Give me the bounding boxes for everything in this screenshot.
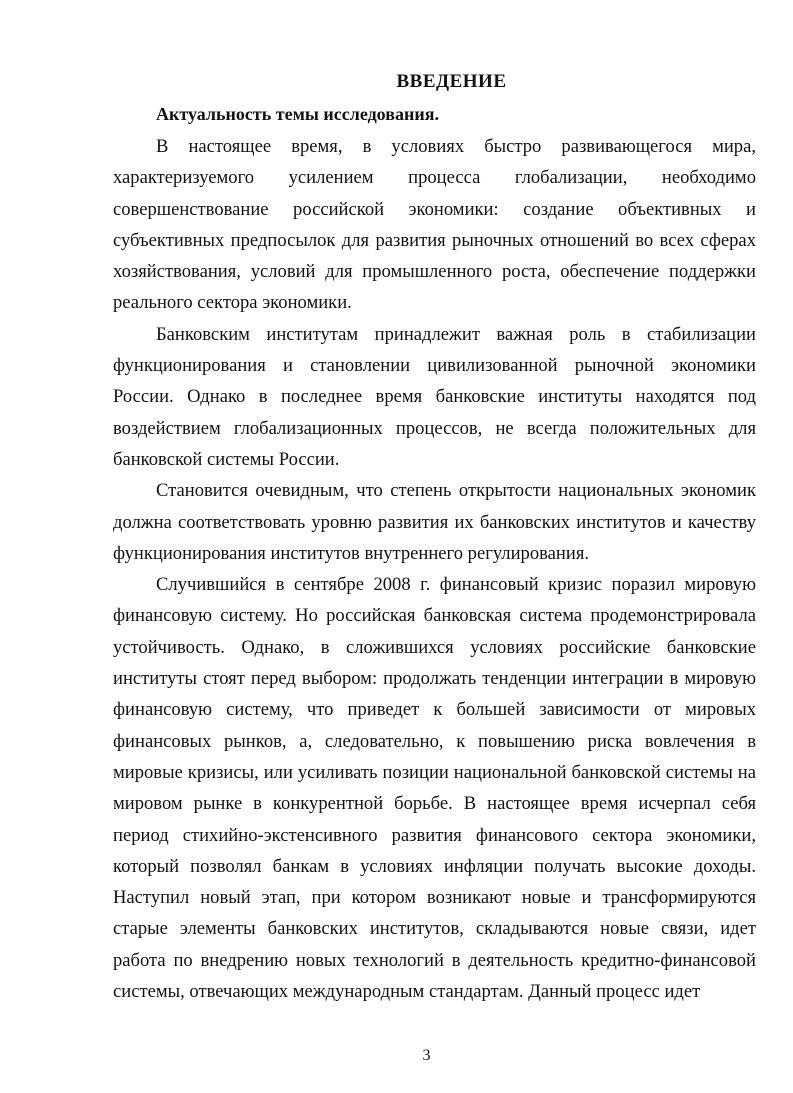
page-number: 3 [422,1047,431,1064]
paragraph: Становится очевидным, что степень открытости национальных экономик должна соответствовать уровню развития их банковских институтов и качеству функционирования институтов внутреннего регулирования. [113,480,756,564]
paragraph: Банковским институтам принадлежит важная роль в стабилизации функционирования и становлении цивилизованной рыночной экономики России. Однако в последнее время банковские институты находятся под воздействием глобализационных процессов, не всегда положительных для банковской системы России. [113,323,756,470]
paragraph: В настоящее время, в условиях быстро развивающегося мира, характеризуемого усилением процесса глобализации, необходимо совершенствование российской экономики: создание объективных и субъективных предпосылок для развития рыночных отношений во всех сферах хозяйствования, условий для промышленного роста, обеспечение поддержки реального сектора экономики. [113,136,756,314]
body-text [113,131,756,1007]
paragraph: Случившийся в сентябре 2008 г. финансовый кризис поразил мировую финансовую систему. Но российская банковская система продемонстрировала устойчивость. Однако, в сложившихся условиях российские банковские институты стоят перед выбором: продолжать тенденции интеграции в мировую финансовую систему, что приведет к большей зависимости от мировых финансовых рынков, а, следовательно, к повышению риска вовлечения в мировые кризисы, или усиливать позиции национальной банковской системы на мировом рынке в конкурентной борьбе. В настоящее время исчерпал себя период стихийно-экстенсивного развития финансового сектора экономики, который позволял банкам в условиях инфляции получать высокие доходы. Наступил новый этап, при котором возникают новые и трансформируются старые элементы банковских институтов, складываются новые связи, идет работа по внедрению новых технологий в деятельность кредитно-финансовой системы, отвечающих международным стандартам. Данный процесс идет [113,574,756,1003]
page-title: ВВЕДЕНИЕ [396,71,507,92]
section-heading: Актуальность темы исследования. [156,104,439,124]
